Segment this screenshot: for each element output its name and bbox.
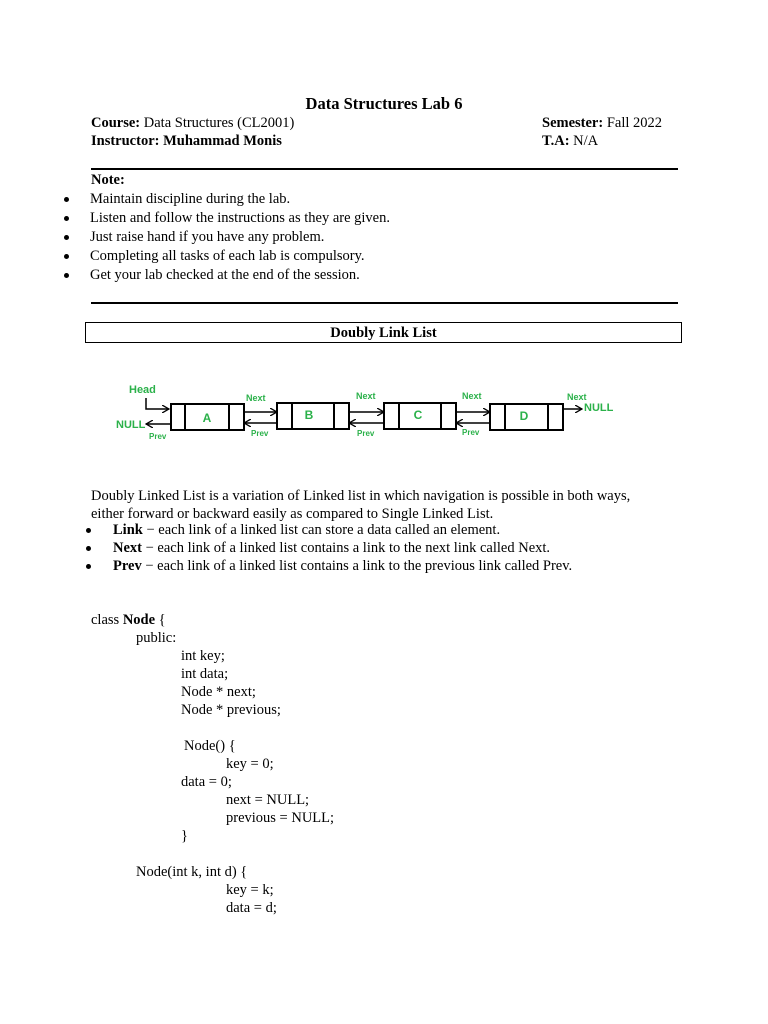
course-value: Data Structures (CL2001): [140, 115, 295, 131]
bullet-icon: [86, 528, 91, 533]
term-prev: Prev: [113, 558, 142, 574]
page-title: Data Structures Lab 6: [305, 94, 463, 113]
note-heading: Note:: [91, 172, 125, 188]
null-left-label: NULL: [116, 419, 146, 431]
code-line: Node * next;: [181, 684, 256, 700]
instructor-info: Instructor: Muhammad Monis: [91, 133, 282, 149]
term-link: Link: [113, 522, 143, 538]
code-line: Node() {: [184, 738, 236, 754]
prev-label: Prev: [149, 432, 167, 441]
bullet-icon: [64, 254, 69, 259]
intro-line-2: either forward or backward easily as compared to Single Linked List.: [91, 506, 494, 522]
next-label: Next: [567, 392, 587, 402]
head-label: Head: [129, 384, 156, 396]
ta-label: T.A:: [542, 133, 570, 149]
null-right-label: NULL: [584, 402, 614, 414]
section-title: Doubly Link List: [85, 322, 682, 343]
bullet-icon: [64, 216, 69, 221]
doubly-linked-list-diagram: [112, 378, 622, 444]
code-line: }: [181, 828, 188, 844]
semester-info: [542, 115, 662, 132]
bullet-icon: [86, 564, 91, 569]
ta-value: N/A: [569, 133, 599, 149]
node-b-label: B: [304, 408, 314, 422]
next-label: Next: [356, 391, 376, 401]
prev-label: Prev: [251, 429, 269, 438]
ta-info: [542, 133, 598, 150]
code-line: public:: [136, 630, 177, 646]
node-c: [384, 403, 456, 429]
code-line: data = d;: [226, 900, 277, 916]
node-c-label: C: [413, 408, 423, 422]
code-line: data = 0;: [181, 774, 232, 790]
bullet-icon: [86, 546, 91, 551]
term-next: Next: [113, 540, 142, 556]
code-line: next = NULL;: [226, 792, 310, 808]
header-divider: [91, 168, 678, 170]
code-line: int key;: [181, 648, 225, 664]
semester-value: Fall 2022: [603, 115, 662, 131]
code-line: Node * previous;: [181, 702, 281, 718]
node-a: [171, 404, 244, 430]
head-arrow: [146, 398, 169, 409]
next-label: Next: [462, 391, 482, 401]
code-line: key = k;: [226, 882, 274, 898]
code-line: previous = NULL;: [226, 810, 335, 826]
node-d-label: D: [519, 409, 529, 423]
note-divider: [91, 302, 678, 304]
bullet-icon: [64, 197, 69, 202]
node-d: [490, 404, 563, 430]
node-a-label: A: [202, 411, 212, 425]
course-info: [91, 115, 294, 132]
code-line: int data;: [181, 666, 229, 682]
bullet-icon: [64, 235, 69, 240]
intro-line-1: Doubly Linked List is a variation of Linked list in which navigation is possible in both ways,: [91, 488, 631, 504]
bullet-icon: [64, 273, 69, 278]
code-line: key = 0;: [226, 756, 274, 772]
prev-label: Prev: [357, 429, 375, 438]
course-label: Course:: [91, 115, 141, 131]
node-b: [277, 403, 349, 429]
code-line: class Node {: [91, 612, 166, 628]
next-label: Next: [246, 393, 266, 403]
intro-paragraph: [91, 487, 630, 523]
prev-label: Prev: [462, 428, 480, 437]
code-line: Node(int k, int d) {: [136, 864, 248, 880]
semester-label: Semester:: [542, 115, 604, 131]
